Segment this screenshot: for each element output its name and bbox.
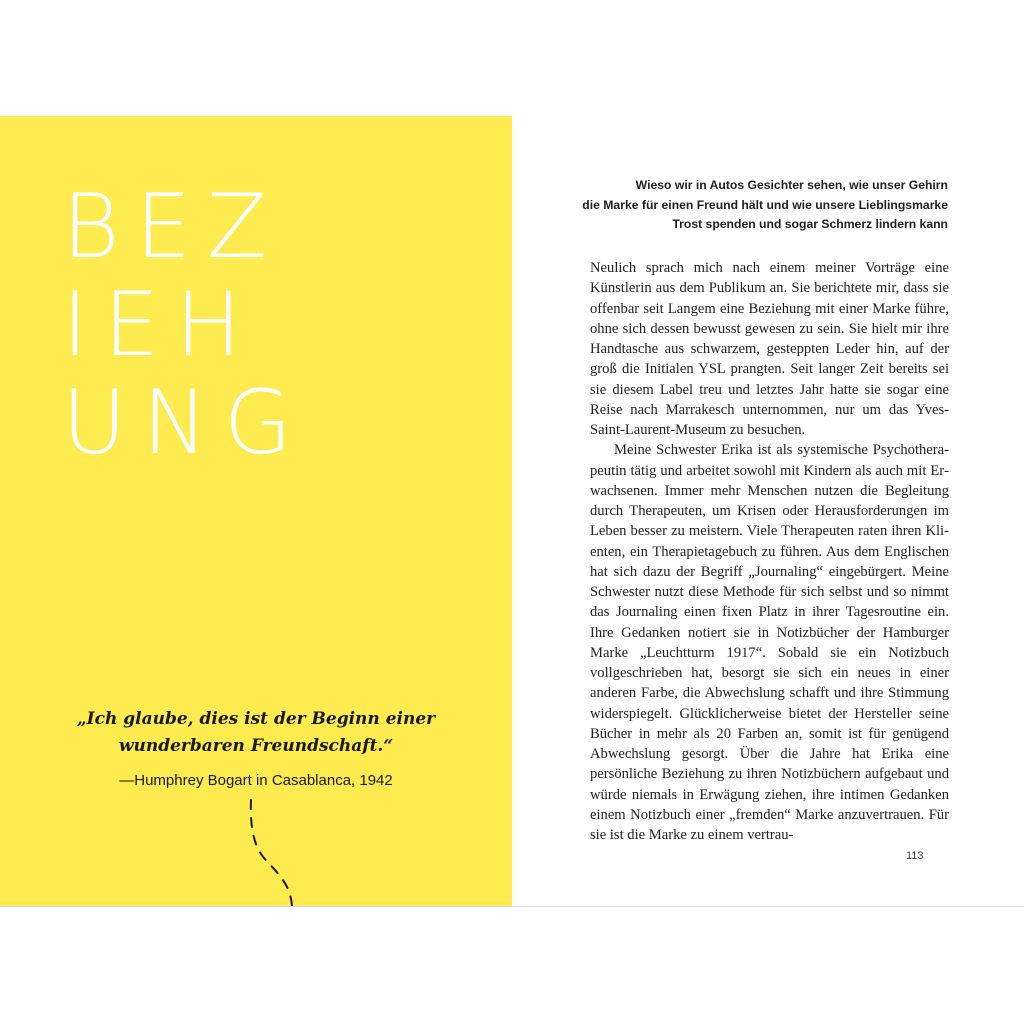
body-text bbox=[590, 258, 949, 845]
chapter-title-line-2: IEH bbox=[62, 273, 258, 376]
book-spread bbox=[0, 116, 1024, 907]
paragraph-2: Meine Schwester Erika ist als systemische Psychotherapeutin tätig und arbeitet sowohl mit Kindern als auch mit Erwachsenen. Immer mehr Menschen nutzen die Begleitung durch Therapeuten, um Krisen oder Herausforderungen im Leben besser zu meistern. Viele Therapeuten raten ihren Klienten, ein Therapietagebuch zu führen. Aus dem Englischen hat sich dazu der Begriff „Journaling“ eingebürgert. Meine Schwester nutzt diese Methode für sich selbst und so nimmt das Journaling einen fixen Platz in ihrer Tagesroutine ein. Ihre Gedanken notiert sie in Notizbücher der Hamburger Marke „Leuchtturm 1917“. Sobald sie ein Notizbuch vollgeschrieben hat, besorgt sie sich ein neues in einer anderen Farbe, die Abwechslung schafft und ihre Stimmung widerspiegelt. Glücklicherweise bietet der Hersteller seine Bücher in mehr als 20 Farben an, somit ist für genügend Abwechslung gesorgt. Über die Jahre hat Erika eine persönliche Beziehung zu ihren Notizbüchern aufgebaut und würde niemals in Erwägung ziehen, ihre intimen Gedanken einem Notizbuch einer „fremden“ Marke anzuvertrauen. Für sie ist die Marke zu einem vertrau- bbox=[590, 442, 949, 843]
chapter-title-word bbox=[62, 175, 308, 474]
left-page bbox=[0, 116, 512, 906]
epigraph-quote bbox=[0, 706, 512, 760]
right-page bbox=[512, 116, 1024, 906]
paragraph-1: Neulich sprach mich nach einem meiner Vorträge eine Künstlerin aus dem Publikum an. Sie berichtete mir, dass sie offenbar seit Langem eine Beziehung mit einer Marke führe, ohne sich dessen bewusst gewesen zu sein. Sie hielt mir ihre Handtasche aus schwarzem, gesteppten Leder hin, auf der groß die Initialen YSL prangten. Seit langer Zeit bereits sei sie diesem Label treu und letztes Jahr hatte sie sogar eine Reise nach Marrakesch unternommen, nur um das Yves-Saint-Laurent-Museum zu besuchen. bbox=[590, 260, 949, 438]
chapter-title-line-3: UNG bbox=[62, 371, 308, 474]
dashed-path-decoration bbox=[230, 798, 310, 906]
subtitle-line-3: Trost spenden und sogar Schmerz lindern kann bbox=[672, 217, 948, 232]
subtitle-line-2: die Marke für einen Freund hält und wie unsere Lieblingsmarke bbox=[582, 197, 948, 212]
quote-attribution: —Humphrey Bogart in Casablanca, 1942 bbox=[119, 772, 393, 789]
section-subtitle bbox=[528, 176, 948, 235]
subtitle-line-1: Wieso wir in Autos Gesichter sehen, wie unser Gehirn bbox=[635, 178, 948, 192]
chapter-title-line-1: BEZ bbox=[62, 175, 284, 278]
page-number: 113 bbox=[906, 850, 924, 862]
quote-line-1: „Ich glaube, dies ist der Beginn einer bbox=[76, 709, 436, 729]
quote-line-2: wunderbaren Freundschaft.“ bbox=[118, 736, 394, 756]
